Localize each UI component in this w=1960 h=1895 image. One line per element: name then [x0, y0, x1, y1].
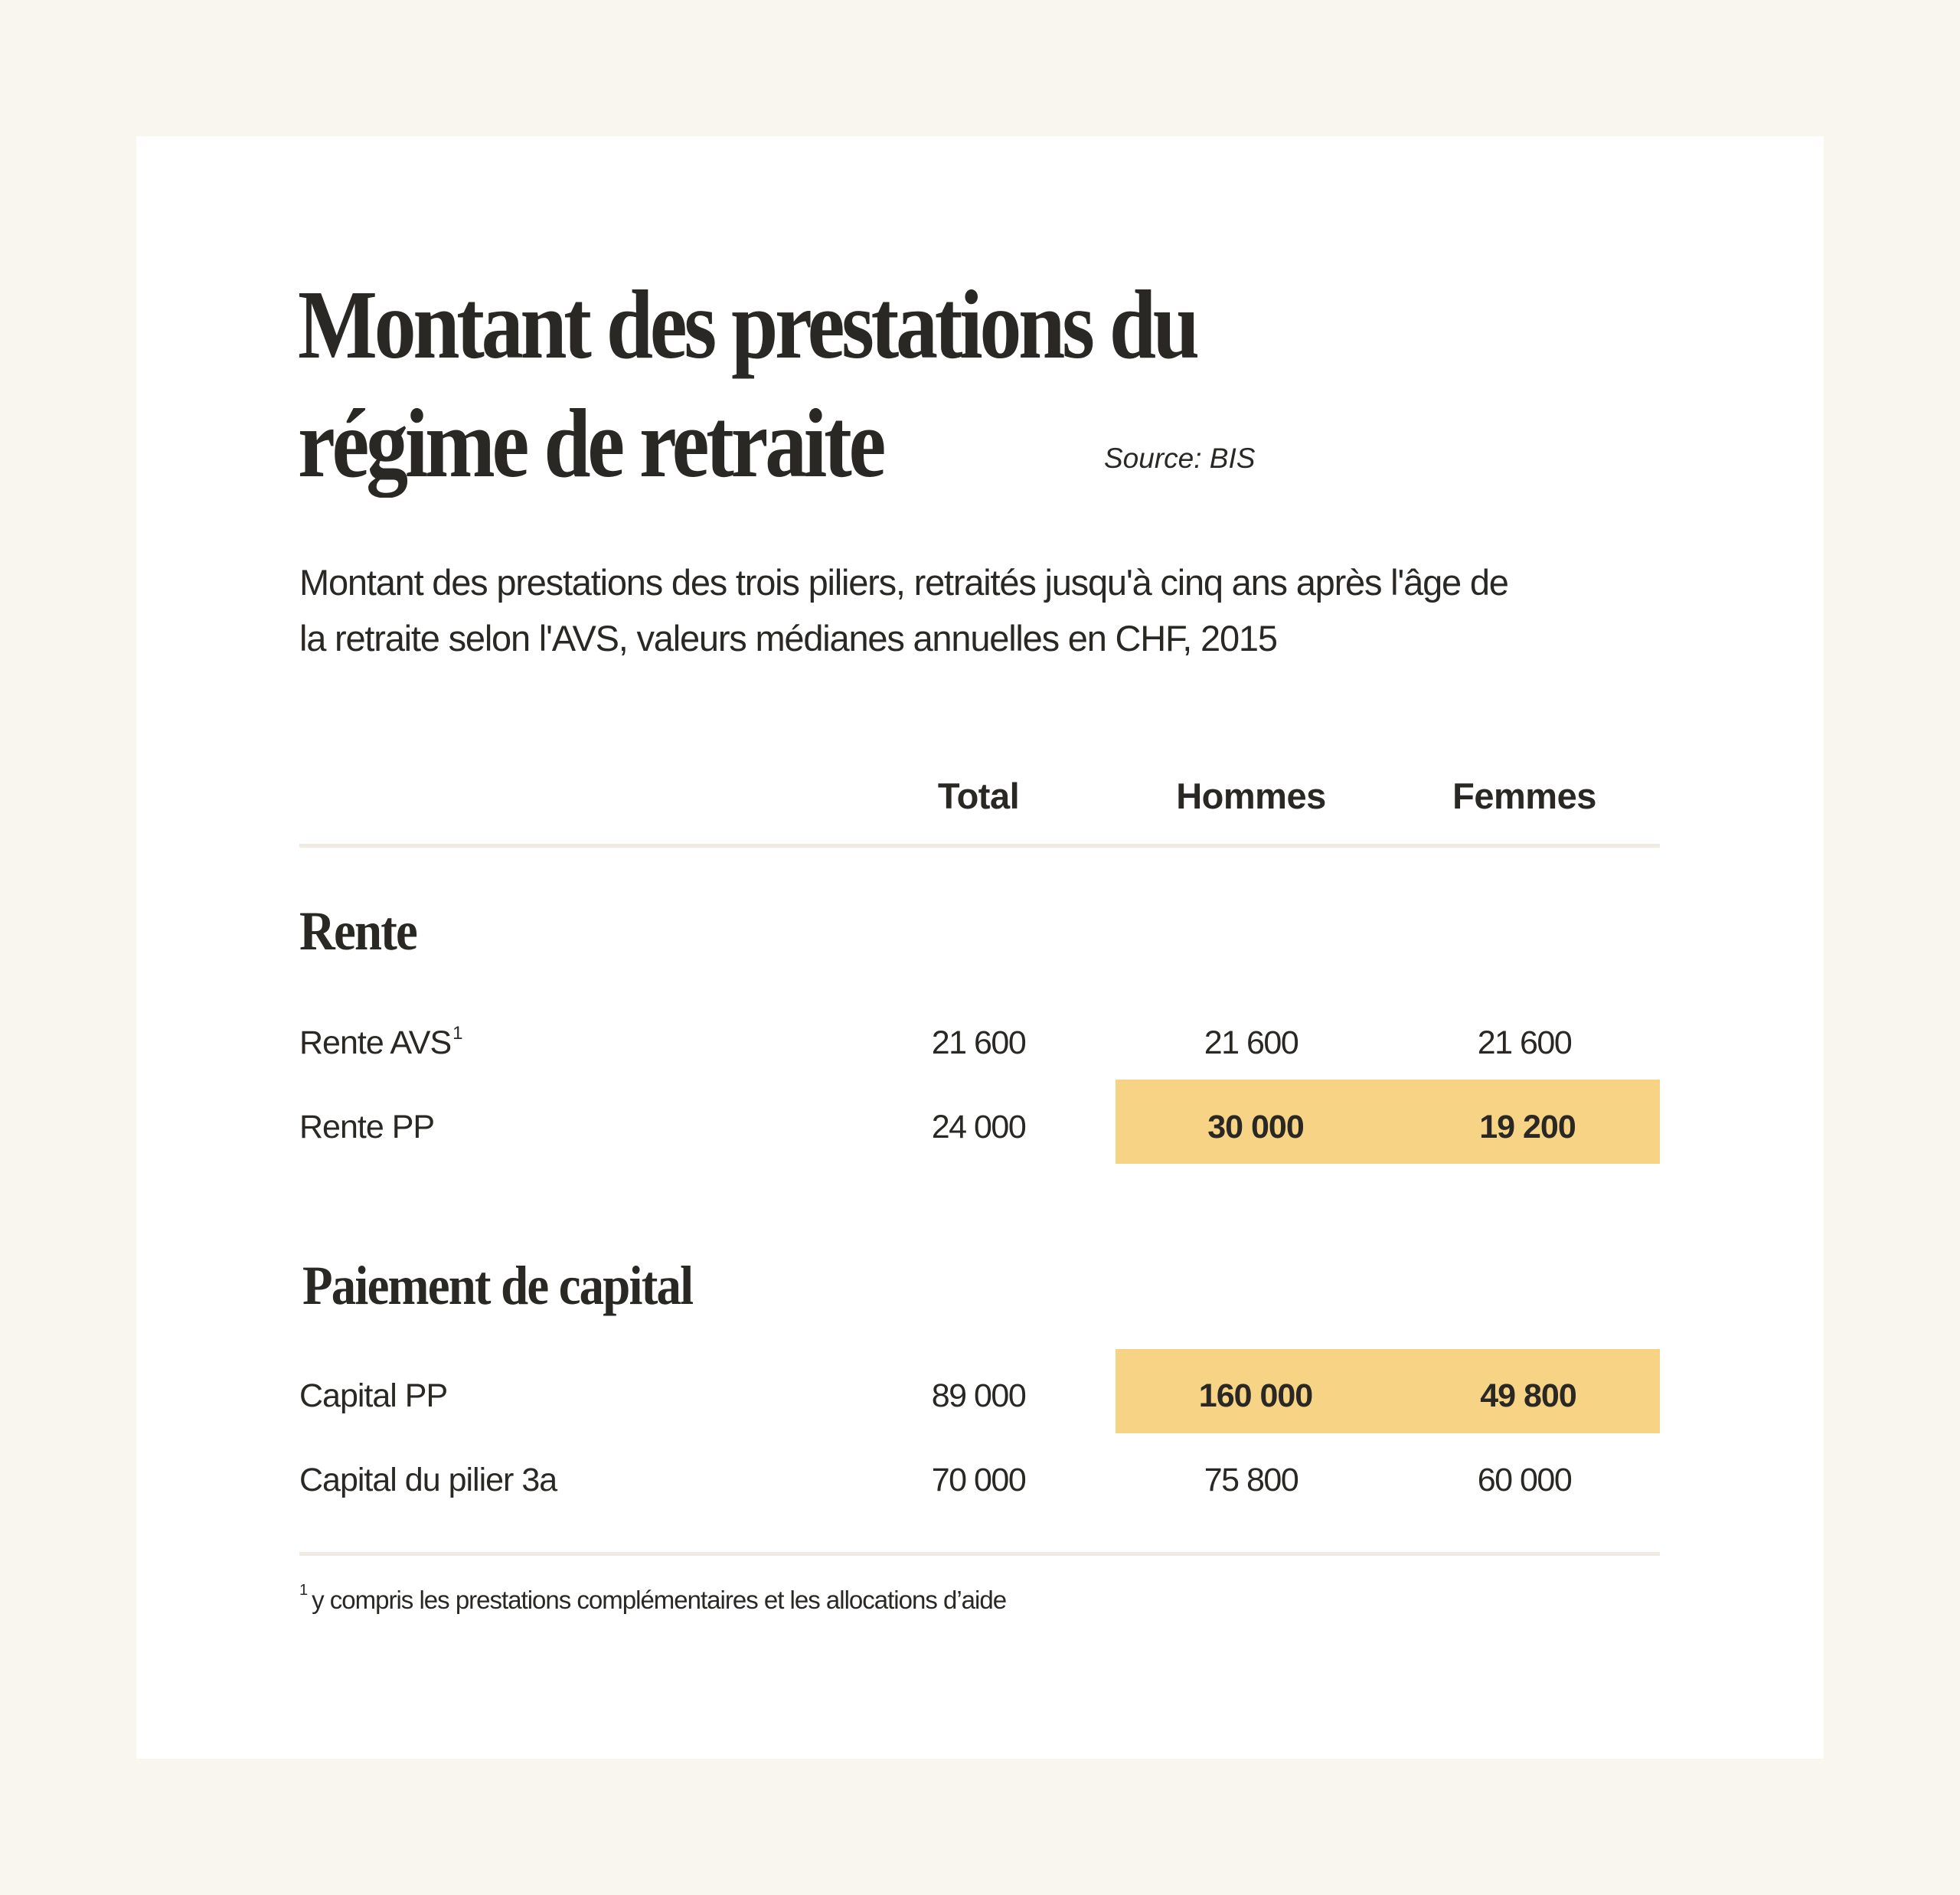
row-label-capital-pp: Capital PP	[299, 1377, 448, 1414]
header-divider	[299, 844, 1660, 848]
cell-capital-pilier-3a-femmes: 60 000	[1477, 1462, 1572, 1498]
subtitle-line-2: la retraite selon l'AVS, valeurs médianes annuelles en CHF, 2015	[299, 618, 1277, 658]
footnote-text: y compris les prestations complémentaires et les allocations d’aide	[312, 1586, 1007, 1614]
cell-capital-pilier-3a-total: 70 000	[931, 1462, 1026, 1498]
cell-rente-avs-hommes: 21 600	[1204, 1024, 1298, 1061]
page-title-line-2: régime de retraite	[298, 389, 884, 498]
subtitle	[299, 554, 1677, 666]
footnote-marker: 1	[299, 1582, 308, 1599]
footnote-ref: 1	[452, 1022, 462, 1044]
cell-rente-pp-femmes: 19 200	[1479, 1109, 1576, 1145]
row-label-text: Rente AVS	[299, 1024, 452, 1061]
footer-divider	[299, 1552, 1660, 1556]
cell-capital-pp-femmes: 49 800	[1480, 1377, 1576, 1414]
cell-capital-pp-hommes: 160 000	[1198, 1377, 1313, 1414]
section-title-paiement-de-capital: Paiement de capital	[302, 1255, 693, 1316]
source-label: Source: BIS	[1104, 443, 1256, 474]
column-header-total: Total	[937, 776, 1020, 816]
cell-rente-pp-hommes: 30 000	[1207, 1109, 1304, 1145]
cell-rente-pp-total: 24 000	[931, 1109, 1026, 1145]
cell-rente-avs-total: 21 600	[931, 1024, 1026, 1061]
section-title-rente: Rente	[299, 900, 416, 962]
row-label-rente-pp: Rente PP	[299, 1109, 435, 1145]
page-title-line-1: Montant des prestations du	[298, 270, 1197, 379]
row-label-rente-avs	[299, 1022, 462, 1061]
cell-capital-pilier-3a-hommes: 75 800	[1204, 1462, 1298, 1498]
footnote	[299, 1582, 1007, 1614]
row-label-capital-pilier-3a: Capital du pilier 3a	[299, 1462, 557, 1498]
subtitle-line-1: Montant des prestations des trois piliers, retraités jusqu'à cinq ans après l'âge de	[299, 562, 1508, 603]
column-header-hommes: Hommes	[1176, 776, 1326, 816]
cell-capital-pp-total: 89 000	[931, 1377, 1026, 1414]
column-header-femmes: Femmes	[1452, 776, 1596, 816]
cell-rente-avs-femmes: 21 600	[1477, 1024, 1572, 1061]
